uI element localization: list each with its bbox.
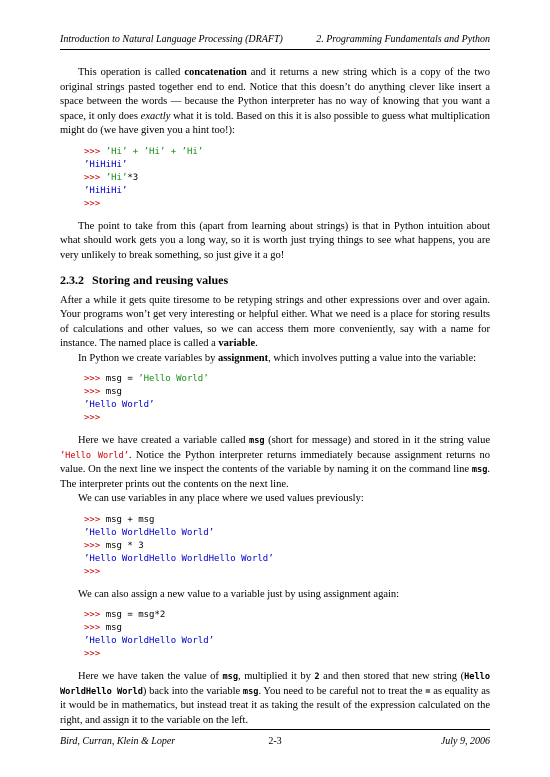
interpreter-output: ’Hello WorldHello WorldHello World’ [84,553,274,564]
running-footer [60,735,490,749]
footer-page-number: 2-3 [268,736,282,747]
python-prompt: >>> [84,623,106,633]
python-prompt: >>> [84,566,101,577]
code-line [84,185,490,198]
footer-rule [60,729,490,730]
code-line [84,566,490,579]
section-heading [60,273,490,288]
python-prompt: >>> [84,387,106,397]
code-line [84,514,490,527]
code-line [84,399,490,412]
python-prompt: >>> [84,649,101,659]
python-prompt: >>> [84,374,106,384]
code-line [84,146,490,159]
code-example-reassignment [84,609,490,661]
code-line [84,527,490,540]
string-literal: ’Hi’ [105,172,128,183]
paragraph-variables-intro: After a while it gets quite tiresome to be retyping strings and other expressions over and over again. Your programs won’t get very interesting or helpful either. What we need is a place for storing results of calculations and other values, so we can access them more conveniently, say with a name for instance. The named place is called a variable. [60,294,490,349]
paragraph-equality-warning: Here we have taken the value of msg, multiplied it by 2 and then stored that new string (Hello WorldHello World) back into the variable msg. You need to be careful not to treat the = as equality as it would be in mathematics, but instead treat it as taking the result of the expression calculated on the right, and assign it to the variable on the left. [60,671,490,726]
footer-authors: Bird, Curran, Klein & Loper [60,736,176,747]
running-header [60,33,490,47]
python-prompt: >>> [84,198,101,209]
python-prompt: >>> [84,172,106,183]
python-prompt: >>> [84,413,101,423]
code-line [84,540,490,553]
string-literal: ’Hi’ + ’Hi’ + ’Hi’ [105,146,204,157]
code-line [84,172,490,185]
code-example-assignment [84,373,490,425]
code-expression: msg [105,623,122,633]
paragraph-msg-explained: Here we have created a variable called msg (short for message) and stored in it the string value ’Hello World’. Notice the Python interpreter returns immediately because assignment returns no value. On the next line we inspect the contents of the variable by naming it on the command line msg. The interpreter prints out the contents on the next line. [60,435,490,490]
paragraph-reassign: We can also assign a new value to a variable just by using assignment again: [78,588,400,600]
paragraph-intuition: The point to take from this (apart from learning about strings) is that in Python intuition about what should work gets you a long way, so it is worth just trying things to see what happens, you are very unlikely to break something, so just give it a go! [60,220,490,261]
term-assignment: assignment [217,352,269,364]
code-expression: msg [105,387,122,397]
code-line [84,648,490,661]
footer-date: July 9, 2006 [440,736,490,747]
paragraph-assignment: In Python we create variables by assignment, which involves putting a value into the variable: [78,352,477,364]
code-example-string-multiplication [84,146,490,211]
code-expression: msg = msg*2 [105,610,166,620]
code-line [84,635,490,648]
code-line [84,609,490,622]
paragraph-concatenation: This operation is called concatenation and it returns a new string which is a copy of the two original strings pasted together end to end. Notice that this doesn’t do anything clever like insert a space between the words — because the Python interpreter has no way of knowing that you want a space, it only does exactly what it is told. Based on this it is also possible to guess what multiplication might do (we have given you a hint too!): [60,67,490,136]
code-line [84,412,490,425]
code-line [84,159,490,172]
code-expression: msg * 3 [105,540,144,551]
code-line [84,373,490,386]
interpreter-output: ’HiHiHi’ [84,185,128,196]
header-book-title: Introduction to Natural Language Processing (DRAFT) [60,34,283,45]
code-example-variable-use [84,514,490,579]
python-prompt: >>> [84,146,106,157]
code-expression: msg = [105,374,139,384]
code-line [84,622,490,635]
interpreter-output: ’Hello World’ [84,400,155,410]
interpreter-output: ’Hello WorldHello World’ [84,527,215,538]
term-concatenation: concatenation [184,67,247,78]
code-line [84,553,490,566]
section-title: Storing and reusing values [92,273,229,287]
code-line [84,386,490,399]
paragraph-use-variables: We can use variables in any place where we used values previously: [78,493,364,504]
header-chapter-title: 2. Programming Fundamentals and Python [316,34,490,45]
code-expression: *3 [127,172,139,183]
python-prompt: >>> [84,514,106,525]
string-literal: ’Hello World’ [138,374,209,384]
interpreter-output: ’Hello WorldHello World’ [84,636,215,646]
term-variable: variable [218,338,256,349]
python-prompt: >>> [84,540,106,551]
page-body [60,66,490,728]
python-prompt: >>> [84,610,106,620]
code-line [84,198,490,211]
section-number: 2.3.2 [60,273,84,287]
code-expression: msg + msg [105,514,155,525]
header-rule [60,49,490,50]
interpreter-output: ’HiHiHi’ [84,159,128,170]
